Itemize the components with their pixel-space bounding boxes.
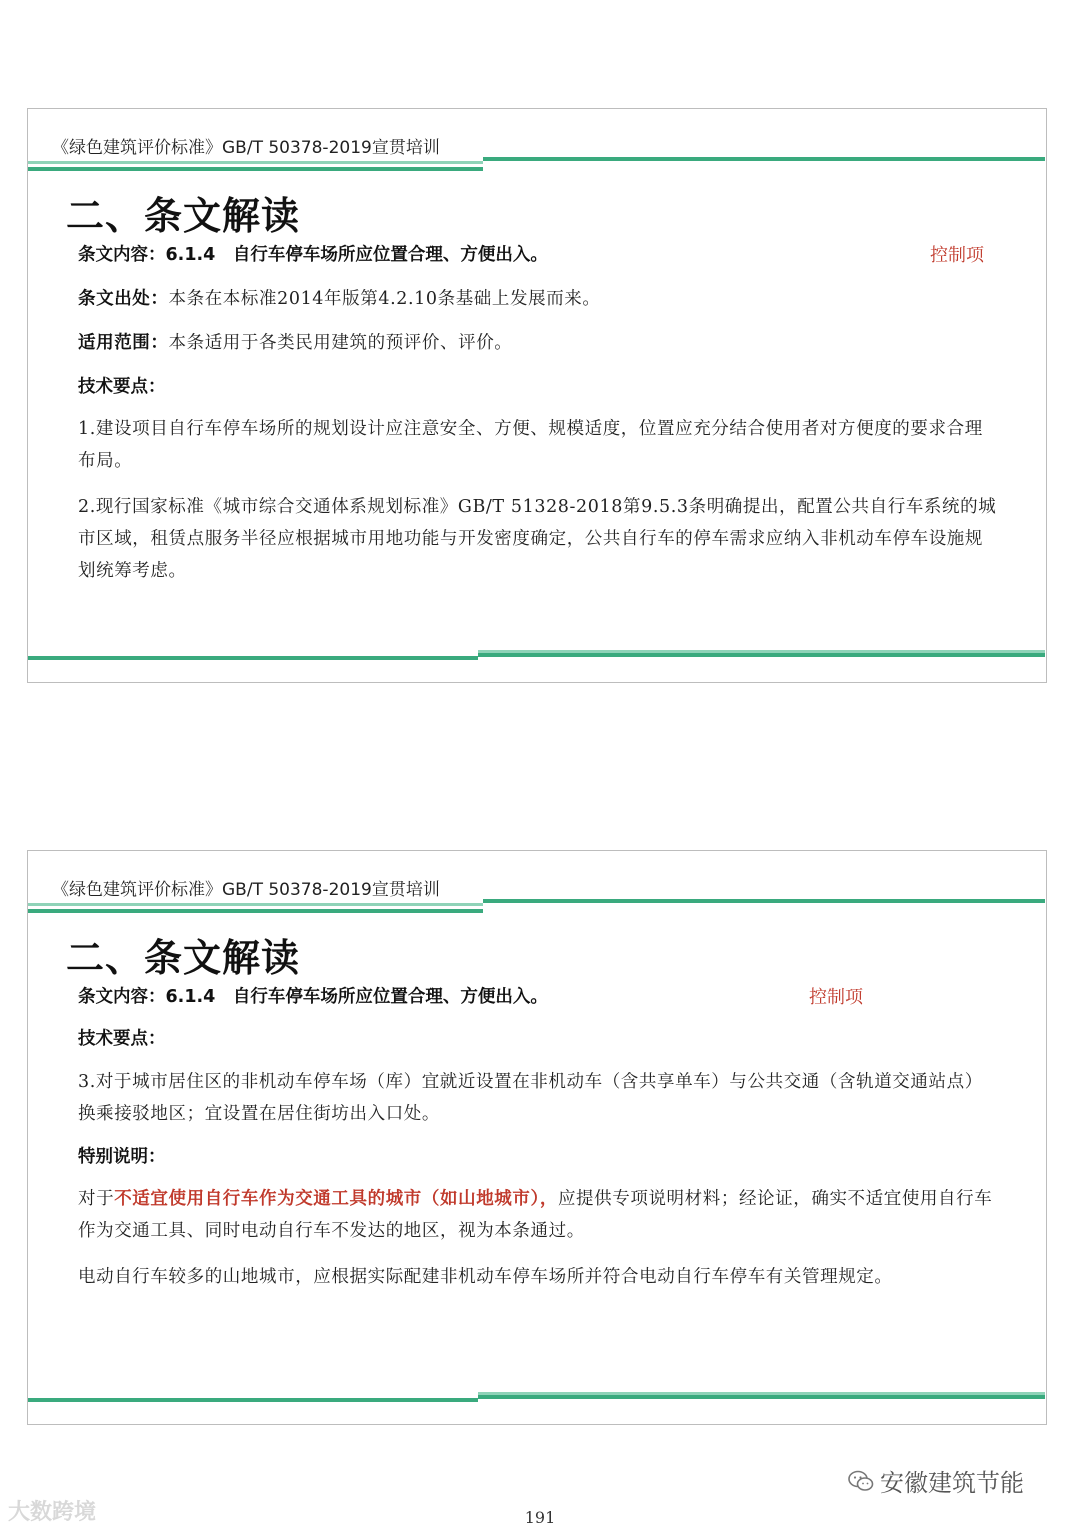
clause-text: 6.1.4 自行车停车场所应位置合理、方便出入。 [165, 987, 548, 1007]
source-row [78, 283, 998, 315]
clause-row [78, 239, 998, 271]
special-highlight: 不适宜使用自行车作为交通工具的城市（如山地城市）， [114, 1189, 558, 1209]
tech-heading [78, 371, 998, 403]
scope-label: 适用范围： [78, 333, 169, 353]
brand-name: 安徽建筑节能 [880, 1469, 1024, 1497]
tech-point-1: 1.建设项目自行车停车场所的规划设计应注意安全、方便、规模适度，位置应充分结合使用者对方便度的要求合理布局。 [78, 419, 983, 471]
clause-label: 条文内容： [78, 987, 166, 1007]
special-prefix: 对于 [78, 1189, 115, 1209]
control-item-tag: 控制项 [930, 245, 984, 266]
footer-rule-left [28, 1398, 478, 1402]
special-heading [78, 1141, 998, 1173]
source-label: 条文出处： [78, 289, 169, 309]
scope-text: 本条适用于各类民用建筑的预评价、评价。 [168, 333, 513, 353]
tech-point-3: 3.对于城市居住区的非机动车停车场（库）宜就近设置在非机动车（含共享单车）与公共交通（含轨道交通站点）换乘接驳地区；宜设置在居住街坊出入口处。 [78, 1072, 983, 1124]
special-label: 特别说明： [78, 1147, 166, 1167]
clause-label: 条文内容： [78, 245, 166, 265]
slide-title: 二、条文解读 [66, 936, 301, 980]
slide-header: 《绿色建筑评价标准》GB/T 50378-2019宣贯培训 [52, 138, 440, 158]
page-number: 191 [524, 1508, 556, 1527]
slide-header: 《绿色建筑评价标准》GB/T 50378-2019宣贯培训 [52, 880, 440, 900]
header-rule-right [483, 157, 1045, 161]
footer-rule-right [478, 1395, 1045, 1399]
tech-label: 技术要点： [78, 377, 166, 397]
scope-row [78, 327, 998, 359]
control-item-tag: 控制项 [809, 987, 863, 1008]
footer-rule-left [28, 656, 478, 660]
watermark-logo: 大数跨境 [8, 1500, 97, 1525]
tech-point-2: 2.现行国家标准《城市综合交通体系规划标准》GB/T 51328-2018第9.5.3条明确提出，配置公共自行车系统的城市区域，租赁点服务半径应根据城市用地功能与开发密度确定，公共自行车的停车需求应纳入非机动车停车设施规划统筹考虑。 [78, 497, 997, 581]
special-para-2: 电动自行车较多的山地城市，应根据实际配建非机动车停车场所并符合电动自行车停车有关管理规定。 [78, 1267, 893, 1287]
tech-label: 技术要点： [78, 1029, 166, 1049]
slide-2 [27, 850, 1047, 1425]
slide-1 [27, 108, 1047, 683]
header-rule-left [28, 161, 483, 164]
header-rule-right [483, 899, 1045, 903]
header-rule-left [28, 903, 483, 906]
footer-rule-right [478, 653, 1045, 657]
source-text: 本条在本标准2014年版第4.2.10条基础上发展而来。 [168, 289, 601, 309]
header-rule-left-bold [28, 909, 483, 913]
wechat-icon [848, 1470, 874, 1492]
header-rule-left-bold [28, 167, 483, 171]
special-para-1 [78, 1183, 998, 1247]
special-rest: 应提供专项说明材料；经论证，确实不适宜使用自行车作为交通工具、同时电动自行车不发达的地区，视为本条通过。 [78, 1189, 993, 1241]
slide-title: 二、条文解读 [66, 194, 301, 238]
tech-heading [78, 1023, 998, 1055]
clause-text: 6.1.4 自行车停车场所应位置合理、方便出入。 [165, 245, 548, 265]
brand [848, 1463, 1024, 1498]
